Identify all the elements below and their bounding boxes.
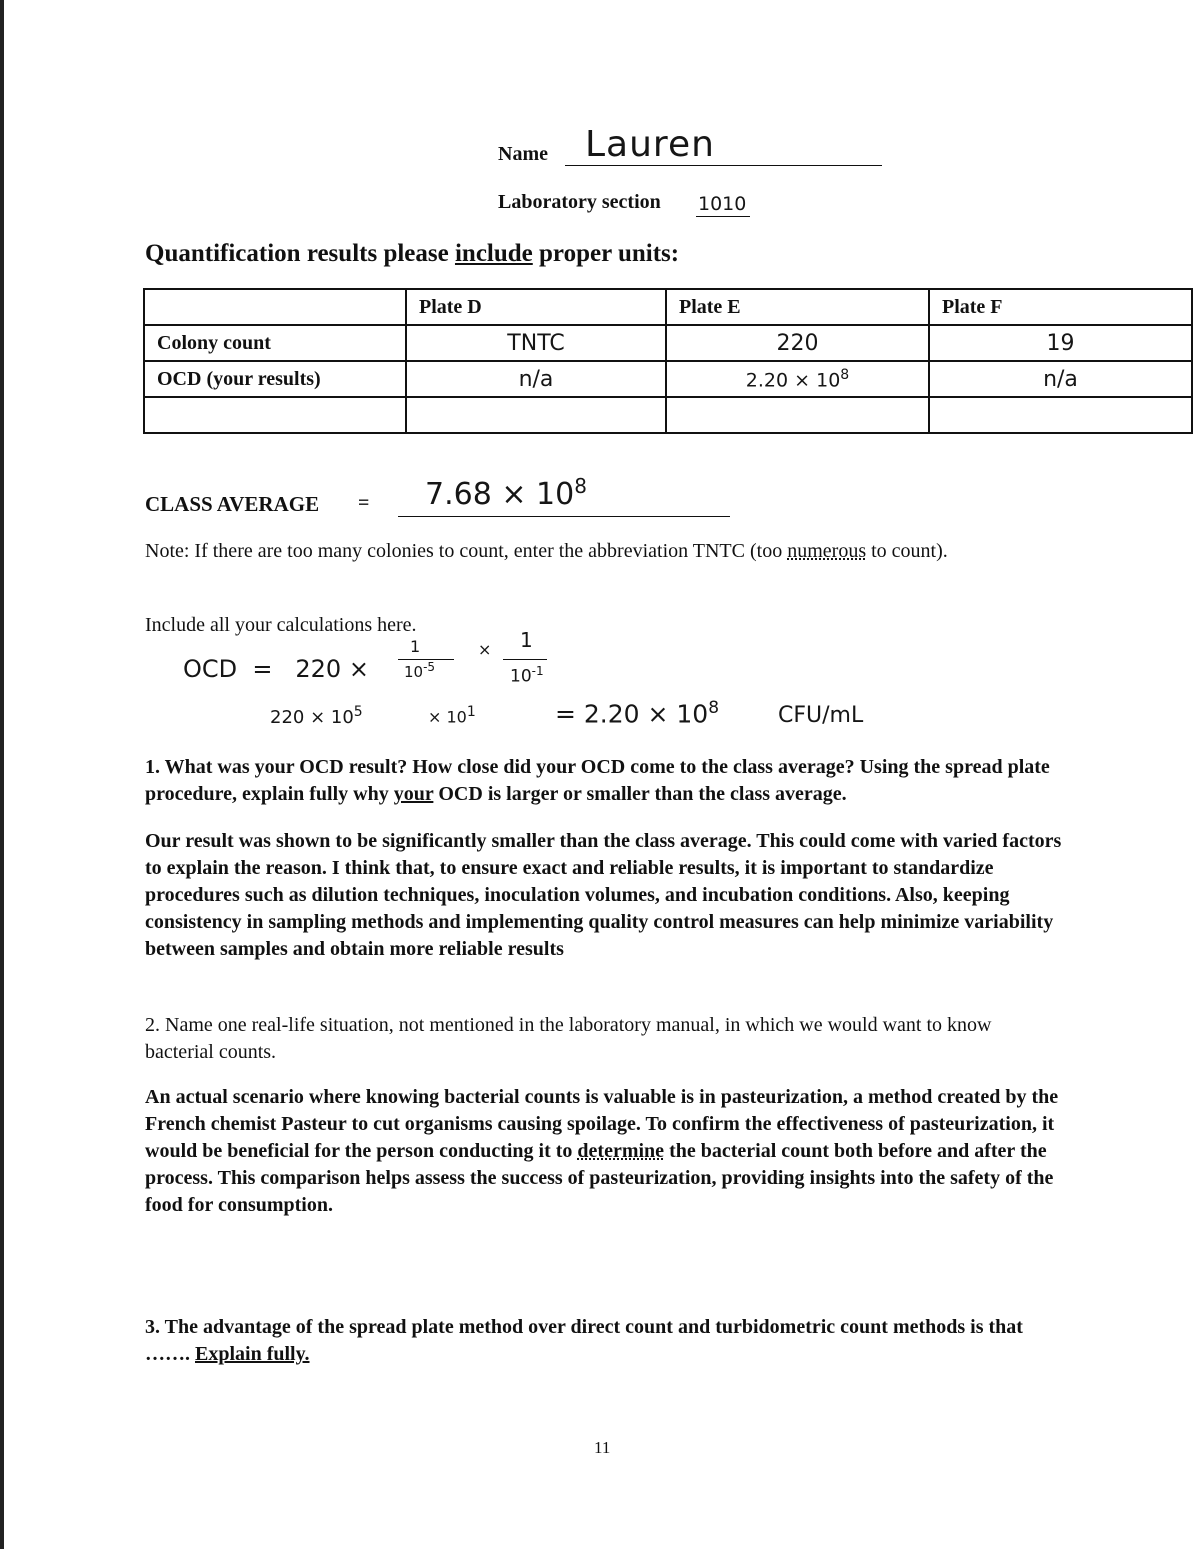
section-value: 1010 <box>698 193 747 215</box>
table-header-row <box>144 289 1192 325</box>
answer-2-part1: An actual scenario where knowing bacterial counts is valuable is in pasteurization, a method created by the French chemist Pasteur to cut organisms causing spoilage. To confirm the effectiveness of pasteurization, it would be beneficial for the person conducting it to <box>145 1086 1059 1162</box>
calc-line1-lhs: OCD = 220 × <box>183 655 369 683</box>
results-heading-part3: proper units: <box>532 240 680 267</box>
note-text <box>145 538 1045 565</box>
quantification-table <box>143 288 1193 434</box>
calc-line2-unit: CFU/mL <box>778 703 864 728</box>
empty-row-label <box>144 397 406 433</box>
calculations-intro: Include all your calculations here. <box>145 614 417 636</box>
calc-fraction1-denominator <box>404 660 435 681</box>
question-1 <box>145 754 1065 808</box>
calc-line2-part-a <box>270 704 363 728</box>
question-3-explain: Explain fully. <box>195 1343 310 1365</box>
empty-row-plate-e <box>666 397 929 433</box>
calc-line2-part-b <box>428 704 476 726</box>
answer-2-determine: determine <box>577 1140 665 1162</box>
calc-fraction1-numerator: 1 <box>410 637 421 656</box>
ocd-plate-d: n/a <box>406 361 666 397</box>
class-average-value <box>425 474 587 512</box>
header-cell-empty <box>144 289 406 325</box>
header-cell-plate-e: Plate E <box>666 289 929 325</box>
class-average-underline <box>398 516 730 517</box>
calc-line2-result-exp: 8 <box>708 698 720 718</box>
colony-count-plate-f: 19 <box>929 325 1192 361</box>
calc-line2-a-exp: 5 <box>353 704 363 720</box>
note-part3: to count). <box>866 540 948 562</box>
class-average-label: CLASS AVERAGE <box>145 492 320 516</box>
page-number: 11 <box>594 1438 611 1457</box>
name-value: Lauren <box>585 124 715 165</box>
results-heading-include: include <box>454 240 533 267</box>
calc-fraction1-den-base: 10 <box>404 663 424 681</box>
calc-fraction2-den-exp: -1 <box>531 664 544 678</box>
calc-line2-b-exp: 1 <box>466 704 476 720</box>
ocd-plate-e-mantissa: 2.20 × 10 <box>745 369 841 392</box>
empty-row-plate-d <box>406 397 666 433</box>
question-1-part3: OCD is larger or smaller than the class average. <box>433 783 847 805</box>
note-numerous: numerous <box>787 540 867 562</box>
results-heading-part1: Quantification results please <box>145 240 455 267</box>
table-row <box>144 397 1192 433</box>
table-row <box>144 325 1192 361</box>
calc-line1-times: × <box>478 640 492 659</box>
answer-2 <box>145 1084 1065 1219</box>
calc-line2-result-base: = 2.20 × 10 <box>555 699 709 729</box>
name-label: Name <box>498 143 548 165</box>
calc-fraction2-denominator <box>510 664 544 687</box>
ocd-plate-e <box>666 361 929 397</box>
calc-line2-a-base: 220 × 10 <box>270 707 354 728</box>
header-cell-plate-d: Plate D <box>406 289 666 325</box>
calc-fraction2-numerator: 1 <box>520 628 533 652</box>
colony-count-plate-d: TNTC <box>406 325 666 361</box>
calc-fraction2-den-base: 10 <box>510 666 532 687</box>
calc-fraction2-bar <box>503 659 547 660</box>
name-underline <box>565 165 882 166</box>
colony-count-plate-e: 220 <box>666 325 929 361</box>
question-1-part1: 1. What was your OCD result? How close did your OCD come to the class average? Using the spread plate procedure, explain fully why <box>145 756 1050 805</box>
row-label-ocd: OCD (your results) <box>144 361 406 397</box>
empty-row-plate-f <box>929 397 1192 433</box>
calc-line2-b-base: × 10 <box>428 707 467 727</box>
calc-line2-result <box>555 698 719 728</box>
table-row <box>144 361 1192 397</box>
section-underline <box>696 216 750 217</box>
note-part1: Note: If there are too many colonies to count, enter the abbreviation TNTC (too <box>145 540 788 562</box>
calc-fraction1-den-exp: -5 <box>423 660 436 674</box>
question-2: 2. Name one real-life situation, not mentioned in the laboratory manual, in which we would want to know bacterial counts. <box>145 1014 992 1063</box>
class-average-mantissa: 7.68 × 10 <box>425 477 575 512</box>
class-average-equals: = <box>358 492 370 514</box>
page-edge-bar <box>0 0 4 1549</box>
section-label: Laboratory section <box>498 191 661 213</box>
ocd-plate-e-exponent: 8 <box>840 366 850 383</box>
question-3-part1: 3. The advantage of the spread plate method over direct count and turbidometric count methods is that ……. <box>145 1316 1023 1365</box>
answer-1: Our result was shown to be significantly smaller than the class average. This could come with varied factors to explain the reason. I think that, to ensure exact and reliable results, it is important to standardize procedures such as dilution techniques, inoculation volumes, and incubation conditions. Also, keeping consistency in sampling methods and implementing quality control measures can help minimize variability between samples and obtain more reliable results <box>145 830 1062 960</box>
ocd-plate-f: n/a <box>929 361 1192 397</box>
header-cell-plate-f: Plate F <box>929 289 1192 325</box>
answer-2-part3: the bacterial count both before and after the process. This comparison helps assess the success of pasteurization, providing insights into the safety of the food for consumption. <box>145 1140 1054 1216</box>
class-average-exponent: 8 <box>574 474 587 498</box>
results-heading <box>145 240 679 268</box>
row-label-colony-count: Colony count <box>144 325 406 361</box>
question-1-your: your <box>393 783 434 805</box>
question-3 <box>145 1314 1065 1368</box>
